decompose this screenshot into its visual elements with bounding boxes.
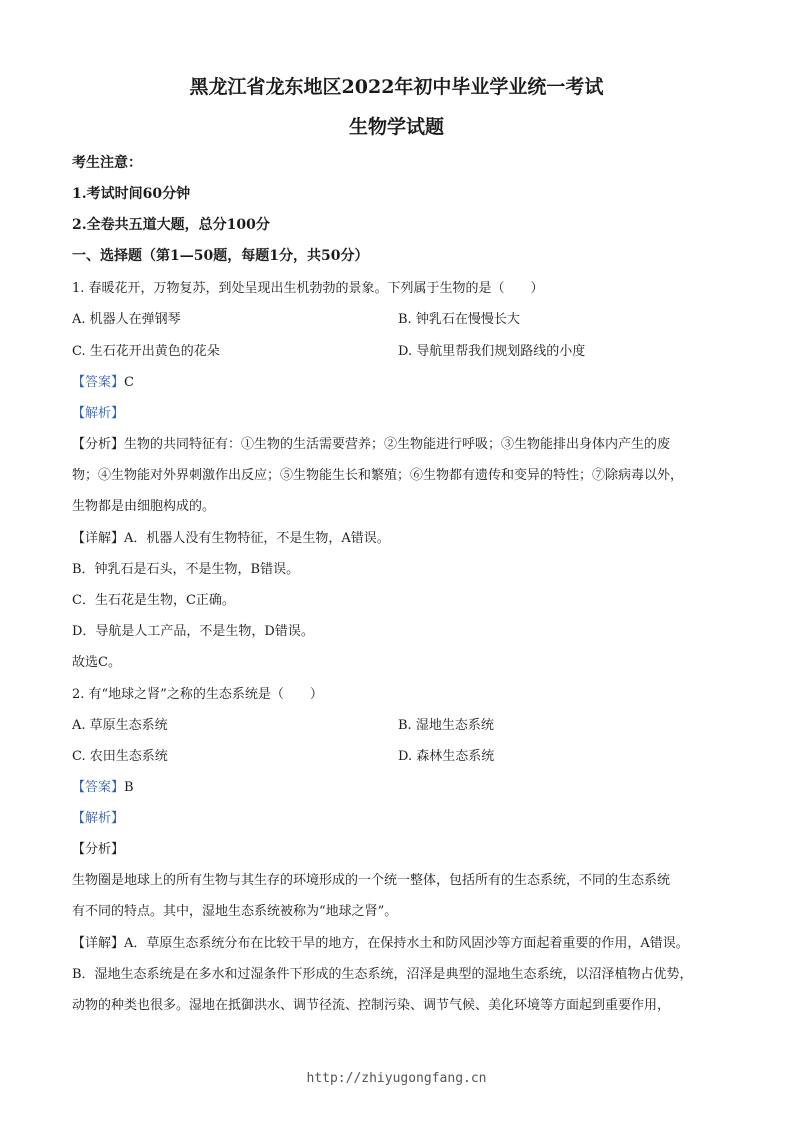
answer-value: C	[124, 375, 134, 390]
detail-line: C．生石花是生物，C正确。	[72, 593, 235, 608]
section-heading: 一、选择题（第1—50题，每题1分，共50分）	[72, 248, 369, 264]
note-item: 1.考试时间60分钟	[72, 186, 191, 202]
detail-text: A．草原生态系统分布在比较干旱的地方，在保持水土和防风固沙等方面起着重要的作用，A错误。	[124, 936, 689, 951]
fenxi-tag: 【分析】	[72, 842, 125, 857]
detail-line	[72, 932, 689, 951]
question-stem: 1. 春暖花开，万物复苏，到处呈现出生机勃勃的景象。下列属于生物的是（ ）	[72, 281, 544, 296]
footer-url: http://zhiyugongfang.cn	[306, 1071, 487, 1086]
detail-line: 故选C。	[72, 655, 121, 670]
option-d: D. 导航里帮我们规划路线的小度	[398, 344, 586, 359]
note-item: 2.全卷共五道大题，总分100分	[72, 217, 270, 233]
answer-tag: 【答案】	[72, 375, 125, 390]
fenxi-line: 有不同的特点。其中，湿地生态系统被称为“地球之肾”。	[72, 904, 398, 919]
answer-tag: 【答案】	[72, 780, 125, 795]
answer-value: B	[124, 780, 134, 795]
detail-line: B．钟乳石是石头，不是生物，B错误。	[72, 562, 300, 577]
detail-line: B．湿地生态系统是在多水和过湿条件下形成的生态系统，沼泽是典型的湿地生态系统，以沼泽植物占优势，	[72, 967, 693, 982]
option-a: A. 机器人在弹钢琴	[72, 312, 181, 327]
option-c: C. 农田生态系统	[72, 749, 168, 764]
option-d: D. 森林生态系统	[398, 749, 495, 764]
answer-line	[72, 776, 134, 795]
detail-text: A．机器人没有生物特征，不是生物，A错误。	[124, 531, 390, 546]
exam-subtitle: 生物学试题	[348, 116, 444, 138]
detail-line: D．导航是人工产品，不是生物，D错误。	[72, 624, 314, 639]
analysis-tag: 【解析】	[72, 406, 125, 421]
fenxi-line: 生物圈是地球上的所有生物与其生存的环境形成的一个统一整体，包括所有的生态系统，不同的生态系统	[72, 873, 671, 888]
fenxi-text: 生物的共同特征有：①生物的生活需要营养；②生物能进行呼吸；③生物能排出身体内产生的废	[124, 437, 671, 452]
detail-tag: 【详解】	[72, 531, 125, 546]
option-a: A. 草原生态系统	[72, 718, 168, 733]
detail-tag: 【详解】	[72, 936, 125, 951]
detail-line	[72, 527, 390, 546]
detail-line: 动物的种类也很多。湿地在抵御洪水、调节径流、控制污染、调节气候、美化环境等方面起到重要作用，	[72, 998, 671, 1013]
fenxi-line	[72, 433, 670, 452]
fenxi-line: 生物都是由细胞构成的。	[72, 499, 216, 514]
analysis-tag: 【解析】	[72, 811, 125, 826]
answer-line	[72, 371, 134, 390]
fenxi-line: 物；④生物能对外界刺激作出反应；⑤生物能生长和繁殖；⑥生物都有遗传和变异的特性；⑦除病毒以外，	[72, 468, 684, 483]
exam-title: 黑龙江省龙东地区2022年初中毕业学业统一考试	[189, 76, 604, 98]
fenxi-tag: 【分析】	[72, 437, 125, 452]
notes-heading: 考生注意：	[72, 155, 142, 171]
question-stem: 2. 有“地球之肾”之称的生态系统是（ ）	[72, 687, 323, 702]
option-b: B. 钟乳石在慢慢长大	[398, 312, 520, 327]
option-c: C. 生石花开出黄色的花朵	[72, 344, 220, 359]
option-b: B. 湿地生态系统	[398, 718, 494, 733]
